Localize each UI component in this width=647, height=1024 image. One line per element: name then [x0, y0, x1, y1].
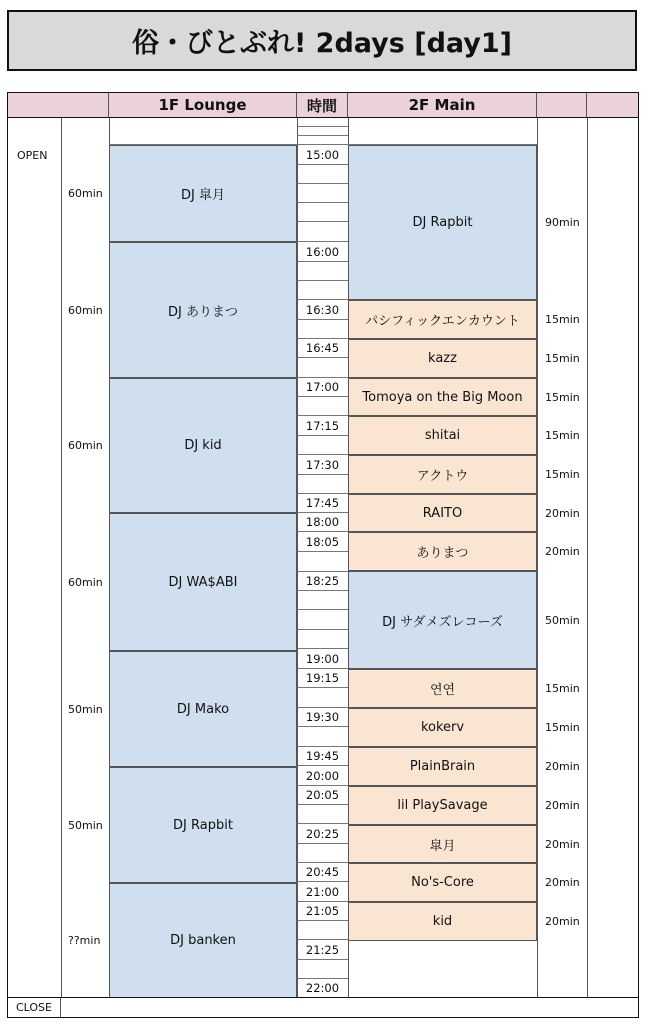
lounge-duration: 50min: [68, 702, 103, 716]
header-blank-left: [8, 93, 109, 118]
time-slot: [297, 921, 348, 940]
lounge-set: DJ banken: [109, 883, 297, 998]
lounge-duration: ??min: [68, 934, 101, 947]
main-set: shitai: [348, 416, 537, 455]
main-set: PlainBrain: [348, 747, 537, 786]
header-time: 時間: [297, 93, 348, 118]
time-label: 20:00: [297, 766, 348, 786]
main-set: No's-Core: [348, 863, 537, 902]
time-slot: [297, 262, 348, 281]
header-blank-duration: [537, 93, 587, 118]
header-lounge: 1F Lounge: [109, 93, 297, 118]
grid-line: [537, 118, 538, 998]
header-main: 2F Main: [348, 93, 537, 118]
time-label: 18:00: [297, 513, 348, 532]
main-duration: 20min: [545, 915, 580, 928]
time-slot: [297, 475, 348, 494]
time-label: 21:25: [297, 940, 348, 960]
time-label: 15:00: [297, 145, 348, 165]
time-slot: [297, 118, 348, 127]
main-duration: 15min: [545, 682, 580, 695]
main-duration: 90min: [545, 216, 580, 229]
time-label: 22:00: [297, 979, 348, 998]
time-label: 21:05: [297, 902, 348, 921]
lounge-duration: 60min: [68, 575, 103, 589]
lounge-set: DJ 皐月: [109, 145, 297, 242]
time-label: 21:00: [297, 882, 348, 902]
lounge-set: DJ Rapbit: [109, 767, 297, 883]
time-slot: [297, 320, 348, 339]
page-title: 俗・びとぶれ! 2days [day1]: [7, 10, 637, 71]
open-label: OPEN: [17, 149, 48, 162]
lounge-duration: 60min: [68, 187, 103, 200]
time-label: 19:45: [297, 747, 348, 766]
time-slot: [297, 960, 348, 979]
main-duration: 15min: [545, 721, 580, 734]
time-label: 17:30: [297, 455, 348, 475]
main-duration: 20min: [545, 545, 580, 558]
time-slot: [297, 436, 348, 455]
time-slot: [297, 127, 348, 136]
time-label: 16:00: [297, 242, 348, 262]
time-slot: [297, 844, 348, 863]
time-label: 20:05: [297, 786, 348, 805]
main-set: kokerv: [348, 708, 537, 747]
lounge-duration: 60min: [68, 303, 103, 317]
main-duration: 20min: [545, 876, 580, 889]
lounge-duration: 50min: [68, 818, 103, 832]
time-slot: [297, 805, 348, 824]
time-label: 16:45: [297, 339, 348, 358]
main-set: パシフィックエンカウント: [348, 300, 537, 339]
time-label: 17:15: [297, 416, 348, 436]
close-label: CLOSE: [8, 998, 61, 1017]
main-duration: 15min: [545, 429, 580, 442]
main-set: kazz: [348, 339, 537, 378]
close-row: [8, 997, 638, 1017]
time-label: 20:45: [297, 863, 348, 882]
lounge-set: DJ ありまつ: [109, 242, 297, 378]
time-slot: [297, 222, 348, 242]
time-label: 19:00: [297, 649, 348, 669]
time-slot: [297, 358, 348, 378]
lounge-set: DJ Mako: [109, 651, 297, 767]
time-slot: [297, 688, 348, 708]
main-set: Tomoya on the Big Moon: [348, 378, 537, 416]
main-set: lil PlaySavage: [348, 786, 537, 825]
time-label: 19:15: [297, 669, 348, 688]
time-slot: [297, 591, 348, 610]
time-slot: [297, 397, 348, 416]
main-set: 皐月: [348, 825, 537, 863]
time-slot: [297, 281, 348, 300]
main-duration: 20min: [545, 760, 580, 773]
main-duration: 20min: [545, 837, 580, 851]
main-duration: 20min: [545, 799, 580, 812]
lounge-blank-top: [109, 118, 297, 145]
main-set: DJ Rapbit: [348, 145, 537, 300]
main-set: kid: [348, 902, 537, 941]
time-slot: [297, 203, 348, 222]
lounge-set: DJ kid: [109, 378, 297, 513]
main-set: RAITO: [348, 494, 537, 532]
lounge-set: DJ WA$ABI: [109, 513, 297, 651]
time-slot: [297, 610, 348, 630]
time-slot: [297, 136, 348, 145]
time-label: 16:30: [297, 300, 348, 320]
time-label: 18:25: [297, 572, 348, 591]
main-set: 연연: [348, 669, 537, 708]
main-duration: 15min: [545, 313, 580, 326]
lounge-duration: 60min: [68, 439, 103, 452]
main-set: アクトウ: [348, 455, 537, 494]
main-set: ありまつ: [348, 532, 537, 571]
main-duration: 15min: [545, 390, 580, 404]
main-duration: 20min: [545, 506, 580, 520]
time-label: 17:00: [297, 378, 348, 397]
time-label: 20:25: [297, 824, 348, 844]
main-duration: 15min: [545, 352, 580, 365]
main-duration: 15min: [545, 468, 580, 481]
header-blank-right: [587, 93, 638, 118]
grid-line: [587, 118, 588, 998]
time-label: 19:30: [297, 708, 348, 727]
time-slot: [297, 630, 348, 649]
time-slot: [297, 165, 348, 184]
grid-line: [61, 118, 62, 998]
time-slot: [297, 552, 348, 572]
main-set: DJ サダメズレコーズ: [348, 571, 537, 669]
time-label: 18:05: [297, 532, 348, 552]
time-slot: [297, 184, 348, 203]
time-label: 17:45: [297, 494, 348, 513]
main-duration: 50min: [545, 613, 580, 627]
main-blank-top: [348, 118, 537, 145]
time-slot: [297, 727, 348, 747]
